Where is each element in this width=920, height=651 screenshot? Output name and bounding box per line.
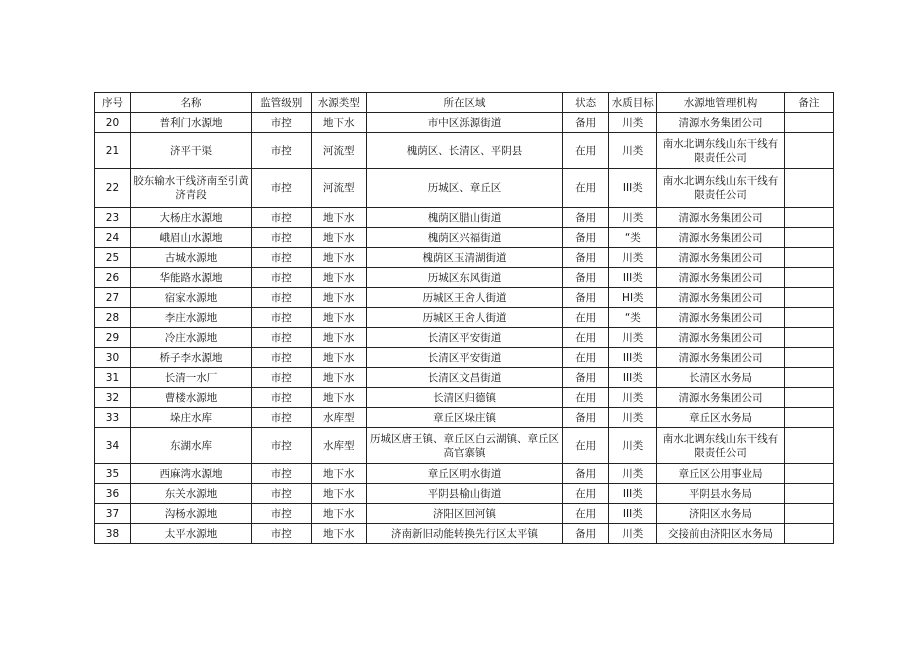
source-type-cell: 地下水 (311, 504, 366, 524)
row-number-cell: 37 (95, 504, 131, 524)
table-row (95, 428, 834, 464)
table-row (95, 524, 834, 544)
table-row (95, 113, 834, 133)
table-row (95, 308, 834, 328)
source-name-cell: 曹楼水源地 (130, 388, 251, 408)
management-org-cell: 清源水务集团公司 (657, 228, 784, 248)
col-header-area: 所在区域 (366, 93, 562, 113)
location-area-cell: 长清区归德镇 (366, 388, 562, 408)
supervision-level-cell: 市控 (252, 368, 312, 388)
location-area-cell: 长清区平安街道 (366, 328, 562, 348)
source-name-cell: 大杨庄水源地 (130, 208, 251, 228)
col-header-no: 序号 (95, 93, 131, 113)
source-type-cell: 河流型 (311, 133, 366, 169)
status-cell: 在用 (563, 484, 609, 504)
supervision-level-cell: 市控 (252, 408, 312, 428)
supervision-level-cell: 市控 (252, 228, 312, 248)
source-name-cell: 李庄水源地 (130, 308, 251, 328)
table-row (95, 388, 834, 408)
status-cell: 在用 (563, 348, 609, 368)
source-type-cell: 地下水 (311, 328, 366, 348)
management-org-cell: 清源水务集团公司 (657, 328, 784, 348)
water-quality-target-cell: 川类 (609, 208, 657, 228)
management-org-cell: 长清区水务局 (657, 368, 784, 388)
row-number-cell: 34 (95, 428, 131, 464)
status-cell: 备用 (563, 464, 609, 484)
table-row (95, 368, 834, 388)
supervision-level-cell: 市控 (252, 268, 312, 288)
remarks-cell (784, 524, 833, 544)
source-type-cell: 地下水 (311, 308, 366, 328)
remarks-cell (784, 428, 833, 464)
management-org-cell: 清源水务集团公司 (657, 348, 784, 368)
water-quality-target-cell: III类 (609, 348, 657, 368)
row-number-cell: 32 (95, 388, 131, 408)
remarks-cell (784, 388, 833, 408)
water-quality-target-cell: 川类 (609, 133, 657, 169)
table-row (95, 288, 834, 308)
table-row (95, 328, 834, 348)
status-cell: 备用 (563, 368, 609, 388)
status-cell: 备用 (563, 268, 609, 288)
header-row (95, 93, 834, 113)
water-quality-target-cell: III类 (609, 169, 657, 208)
source-name-cell: 垛庄水库 (130, 408, 251, 428)
water-source-table (94, 92, 834, 544)
source-name-cell: 西麻湾水源地 (130, 464, 251, 484)
remarks-cell (784, 484, 833, 504)
management-org-cell: 南水北调东线山东干线有限责任公司 (657, 428, 784, 464)
location-area-cell: 济南新旧动能转换先行区太平镇 (366, 524, 562, 544)
col-header-name: 名称 (130, 93, 251, 113)
source-name-cell: 普利门水源地 (130, 113, 251, 133)
row-number-cell: 20 (95, 113, 131, 133)
source-type-cell: 地下水 (311, 288, 366, 308)
remarks-cell (784, 268, 833, 288)
status-cell: 在用 (563, 133, 609, 169)
status-cell: 备用 (563, 408, 609, 428)
row-number-cell: 29 (95, 328, 131, 348)
location-area-cell: 历城区王舍人街道 (366, 288, 562, 308)
source-name-cell: 东关水源地 (130, 484, 251, 504)
management-org-cell: 清源水务集团公司 (657, 388, 784, 408)
col-header-org: 水源地管理机构 (657, 93, 784, 113)
remarks-cell (784, 169, 833, 208)
row-number-cell: 26 (95, 268, 131, 288)
water-quality-target-cell: III类 (609, 268, 657, 288)
row-number-cell: 21 (95, 133, 131, 169)
remarks-cell (784, 308, 833, 328)
source-name-cell: 济平干渠 (130, 133, 251, 169)
location-area-cell: 槐荫区兴福街道 (366, 228, 562, 248)
source-name-cell: 胶东输水干线济南至引黄济青段 (130, 169, 251, 208)
row-number-cell: 24 (95, 228, 131, 248)
source-name-cell: 太平水源地 (130, 524, 251, 544)
row-number-cell: 36 (95, 484, 131, 504)
water-quality-target-cell: III类 (609, 504, 657, 524)
source-name-cell: 东湖水库 (130, 428, 251, 464)
table-row (95, 504, 834, 524)
remarks-cell (784, 208, 833, 228)
source-name-cell: 长清一水厂 (130, 368, 251, 388)
water-quality-target-cell: 川类 (609, 113, 657, 133)
table-row (95, 169, 834, 208)
remarks-cell (784, 464, 833, 484)
remarks-cell (784, 348, 833, 368)
remarks-cell (784, 368, 833, 388)
supervision-level-cell: 市控 (252, 524, 312, 544)
source-name-cell: 古城水源地 (130, 248, 251, 268)
table-row (95, 268, 834, 288)
location-area-cell: 槐荫区腊山街道 (366, 208, 562, 228)
remarks-cell (784, 113, 833, 133)
supervision-level-cell: 市控 (252, 248, 312, 268)
water-quality-target-cell: 川类 (609, 248, 657, 268)
location-area-cell: 历城区东风街道 (366, 268, 562, 288)
management-org-cell: 济阳区水务局 (657, 504, 784, 524)
source-name-cell: 华能路水源地 (130, 268, 251, 288)
status-cell: 在用 (563, 308, 609, 328)
row-number-cell: 33 (95, 408, 131, 428)
water-quality-target-cell: 川类 (609, 408, 657, 428)
status-cell: 备用 (563, 288, 609, 308)
location-area-cell: 济阳区回河镇 (366, 504, 562, 524)
supervision-level-cell: 市控 (252, 428, 312, 464)
row-number-cell: 31 (95, 368, 131, 388)
row-number-cell: 30 (95, 348, 131, 368)
col-header-target: 水质目标 (609, 93, 657, 113)
location-area-cell: 槐荫区、长清区、平阴县 (366, 133, 562, 169)
col-header-type: 水源类型 (311, 93, 366, 113)
row-number-cell: 38 (95, 524, 131, 544)
supervision-level-cell: 市控 (252, 208, 312, 228)
remarks-cell (784, 504, 833, 524)
remarks-cell (784, 328, 833, 348)
supervision-level-cell: 市控 (252, 388, 312, 408)
status-cell: 备用 (563, 208, 609, 228)
source-type-cell: 地下水 (311, 388, 366, 408)
location-area-cell: 长清区平安街道 (366, 348, 562, 368)
location-area-cell: 历城区王舍人街道 (366, 308, 562, 328)
row-number-cell: 25 (95, 248, 131, 268)
source-type-cell: 地下水 (311, 113, 366, 133)
status-cell: 备用 (563, 524, 609, 544)
management-org-cell: 清源水务集团公司 (657, 268, 784, 288)
table-row (95, 464, 834, 484)
water-quality-target-cell: III类 (609, 484, 657, 504)
management-org-cell: 交接前由济阳区水务局 (657, 524, 784, 544)
location-area-cell: 槐荫区玉清湖街道 (366, 248, 562, 268)
location-area-cell: 平阴县榆山街道 (366, 484, 562, 504)
water-quality-target-cell: 川类 (609, 428, 657, 464)
supervision-level-cell: 市控 (252, 328, 312, 348)
source-type-cell: 地下水 (311, 248, 366, 268)
status-cell: 备用 (563, 113, 609, 133)
source-type-cell: 水库型 (311, 428, 366, 464)
management-org-cell: 章丘区水务局 (657, 408, 784, 428)
management-org-cell: 平阴县水务局 (657, 484, 784, 504)
row-number-cell: 28 (95, 308, 131, 328)
status-cell: 备用 (563, 228, 609, 248)
water-quality-target-cell: “类 (609, 308, 657, 328)
location-area-cell: 历城区唐王镇、章丘区白云湖镇、章丘区高官寨镇 (366, 428, 562, 464)
water-quality-target-cell: 川类 (609, 524, 657, 544)
management-org-cell: 南水北调东线山东干线有限责任公司 (657, 133, 784, 169)
source-name-cell: 冷庄水源地 (130, 328, 251, 348)
location-area-cell: 章丘区明水街道 (366, 464, 562, 484)
source-type-cell: 地下水 (311, 524, 366, 544)
remarks-cell (784, 288, 833, 308)
management-org-cell: 清源水务集团公司 (657, 288, 784, 308)
source-type-cell: 河流型 (311, 169, 366, 208)
source-name-cell: 峨眉山水源地 (130, 228, 251, 248)
source-type-cell: 地下水 (311, 464, 366, 484)
row-number-cell: 22 (95, 169, 131, 208)
status-cell: 在用 (563, 428, 609, 464)
source-name-cell: 桥子李水源地 (130, 348, 251, 368)
status-cell: 在用 (563, 504, 609, 524)
location-area-cell: 市中区泺源街道 (366, 113, 562, 133)
source-type-cell: 地下水 (311, 368, 366, 388)
source-type-cell: 地下水 (311, 484, 366, 504)
col-header-level: 监管级别 (252, 93, 312, 113)
row-number-cell: 27 (95, 288, 131, 308)
supervision-level-cell: 市控 (252, 288, 312, 308)
table-row (95, 248, 834, 268)
supervision-level-cell: 市控 (252, 348, 312, 368)
table-row (95, 228, 834, 248)
col-header-status: 状态 (563, 93, 609, 113)
remarks-cell (784, 133, 833, 169)
management-org-cell: 清源水务集团公司 (657, 208, 784, 228)
source-name-cell: 宿家水源地 (130, 288, 251, 308)
water-quality-target-cell: 川类 (609, 464, 657, 484)
supervision-level-cell: 市控 (252, 113, 312, 133)
remarks-cell (784, 228, 833, 248)
location-area-cell: 章丘区垛庄镇 (366, 408, 562, 428)
status-cell: 备用 (563, 248, 609, 268)
row-number-cell: 35 (95, 464, 131, 484)
location-area-cell: 长清区文昌街道 (366, 368, 562, 388)
table-row (95, 484, 834, 504)
table-row (95, 348, 834, 368)
management-org-cell: 章丘区公用事业局 (657, 464, 784, 484)
location-area-cell: 历城区、章丘区 (366, 169, 562, 208)
source-name-cell: 沟杨水源地 (130, 504, 251, 524)
col-header-note: 备注 (784, 93, 833, 113)
supervision-level-cell: 市控 (252, 133, 312, 169)
source-type-cell: 地下水 (311, 268, 366, 288)
water-quality-target-cell: “类 (609, 228, 657, 248)
management-org-cell: 清源水务集团公司 (657, 113, 784, 133)
water-quality-target-cell: 川类 (609, 328, 657, 348)
supervision-level-cell: 市控 (252, 308, 312, 328)
management-org-cell: 清源水务集团公司 (657, 248, 784, 268)
supervision-level-cell: 市控 (252, 169, 312, 208)
management-org-cell: 南水北调东线山东干线有限责任公司 (657, 169, 784, 208)
supervision-level-cell: 市控 (252, 464, 312, 484)
source-type-cell: 地下水 (311, 208, 366, 228)
source-type-cell: 水库型 (311, 408, 366, 428)
remarks-cell (784, 248, 833, 268)
water-quality-target-cell: 川类 (609, 388, 657, 408)
status-cell: 在用 (563, 388, 609, 408)
table-row (95, 208, 834, 228)
water-quality-target-cell: III类 (609, 368, 657, 388)
status-cell: 在用 (563, 169, 609, 208)
row-number-cell: 23 (95, 208, 131, 228)
status-cell: 在用 (563, 328, 609, 348)
remarks-cell (784, 408, 833, 428)
table-row (95, 408, 834, 428)
water-quality-target-cell: HI类 (609, 288, 657, 308)
source-type-cell: 地下水 (311, 228, 366, 248)
source-type-cell: 地下水 (311, 348, 366, 368)
table-row (95, 133, 834, 169)
supervision-level-cell: 市控 (252, 484, 312, 504)
management-org-cell: 清源水务集团公司 (657, 308, 784, 328)
supervision-level-cell: 市控 (252, 504, 312, 524)
